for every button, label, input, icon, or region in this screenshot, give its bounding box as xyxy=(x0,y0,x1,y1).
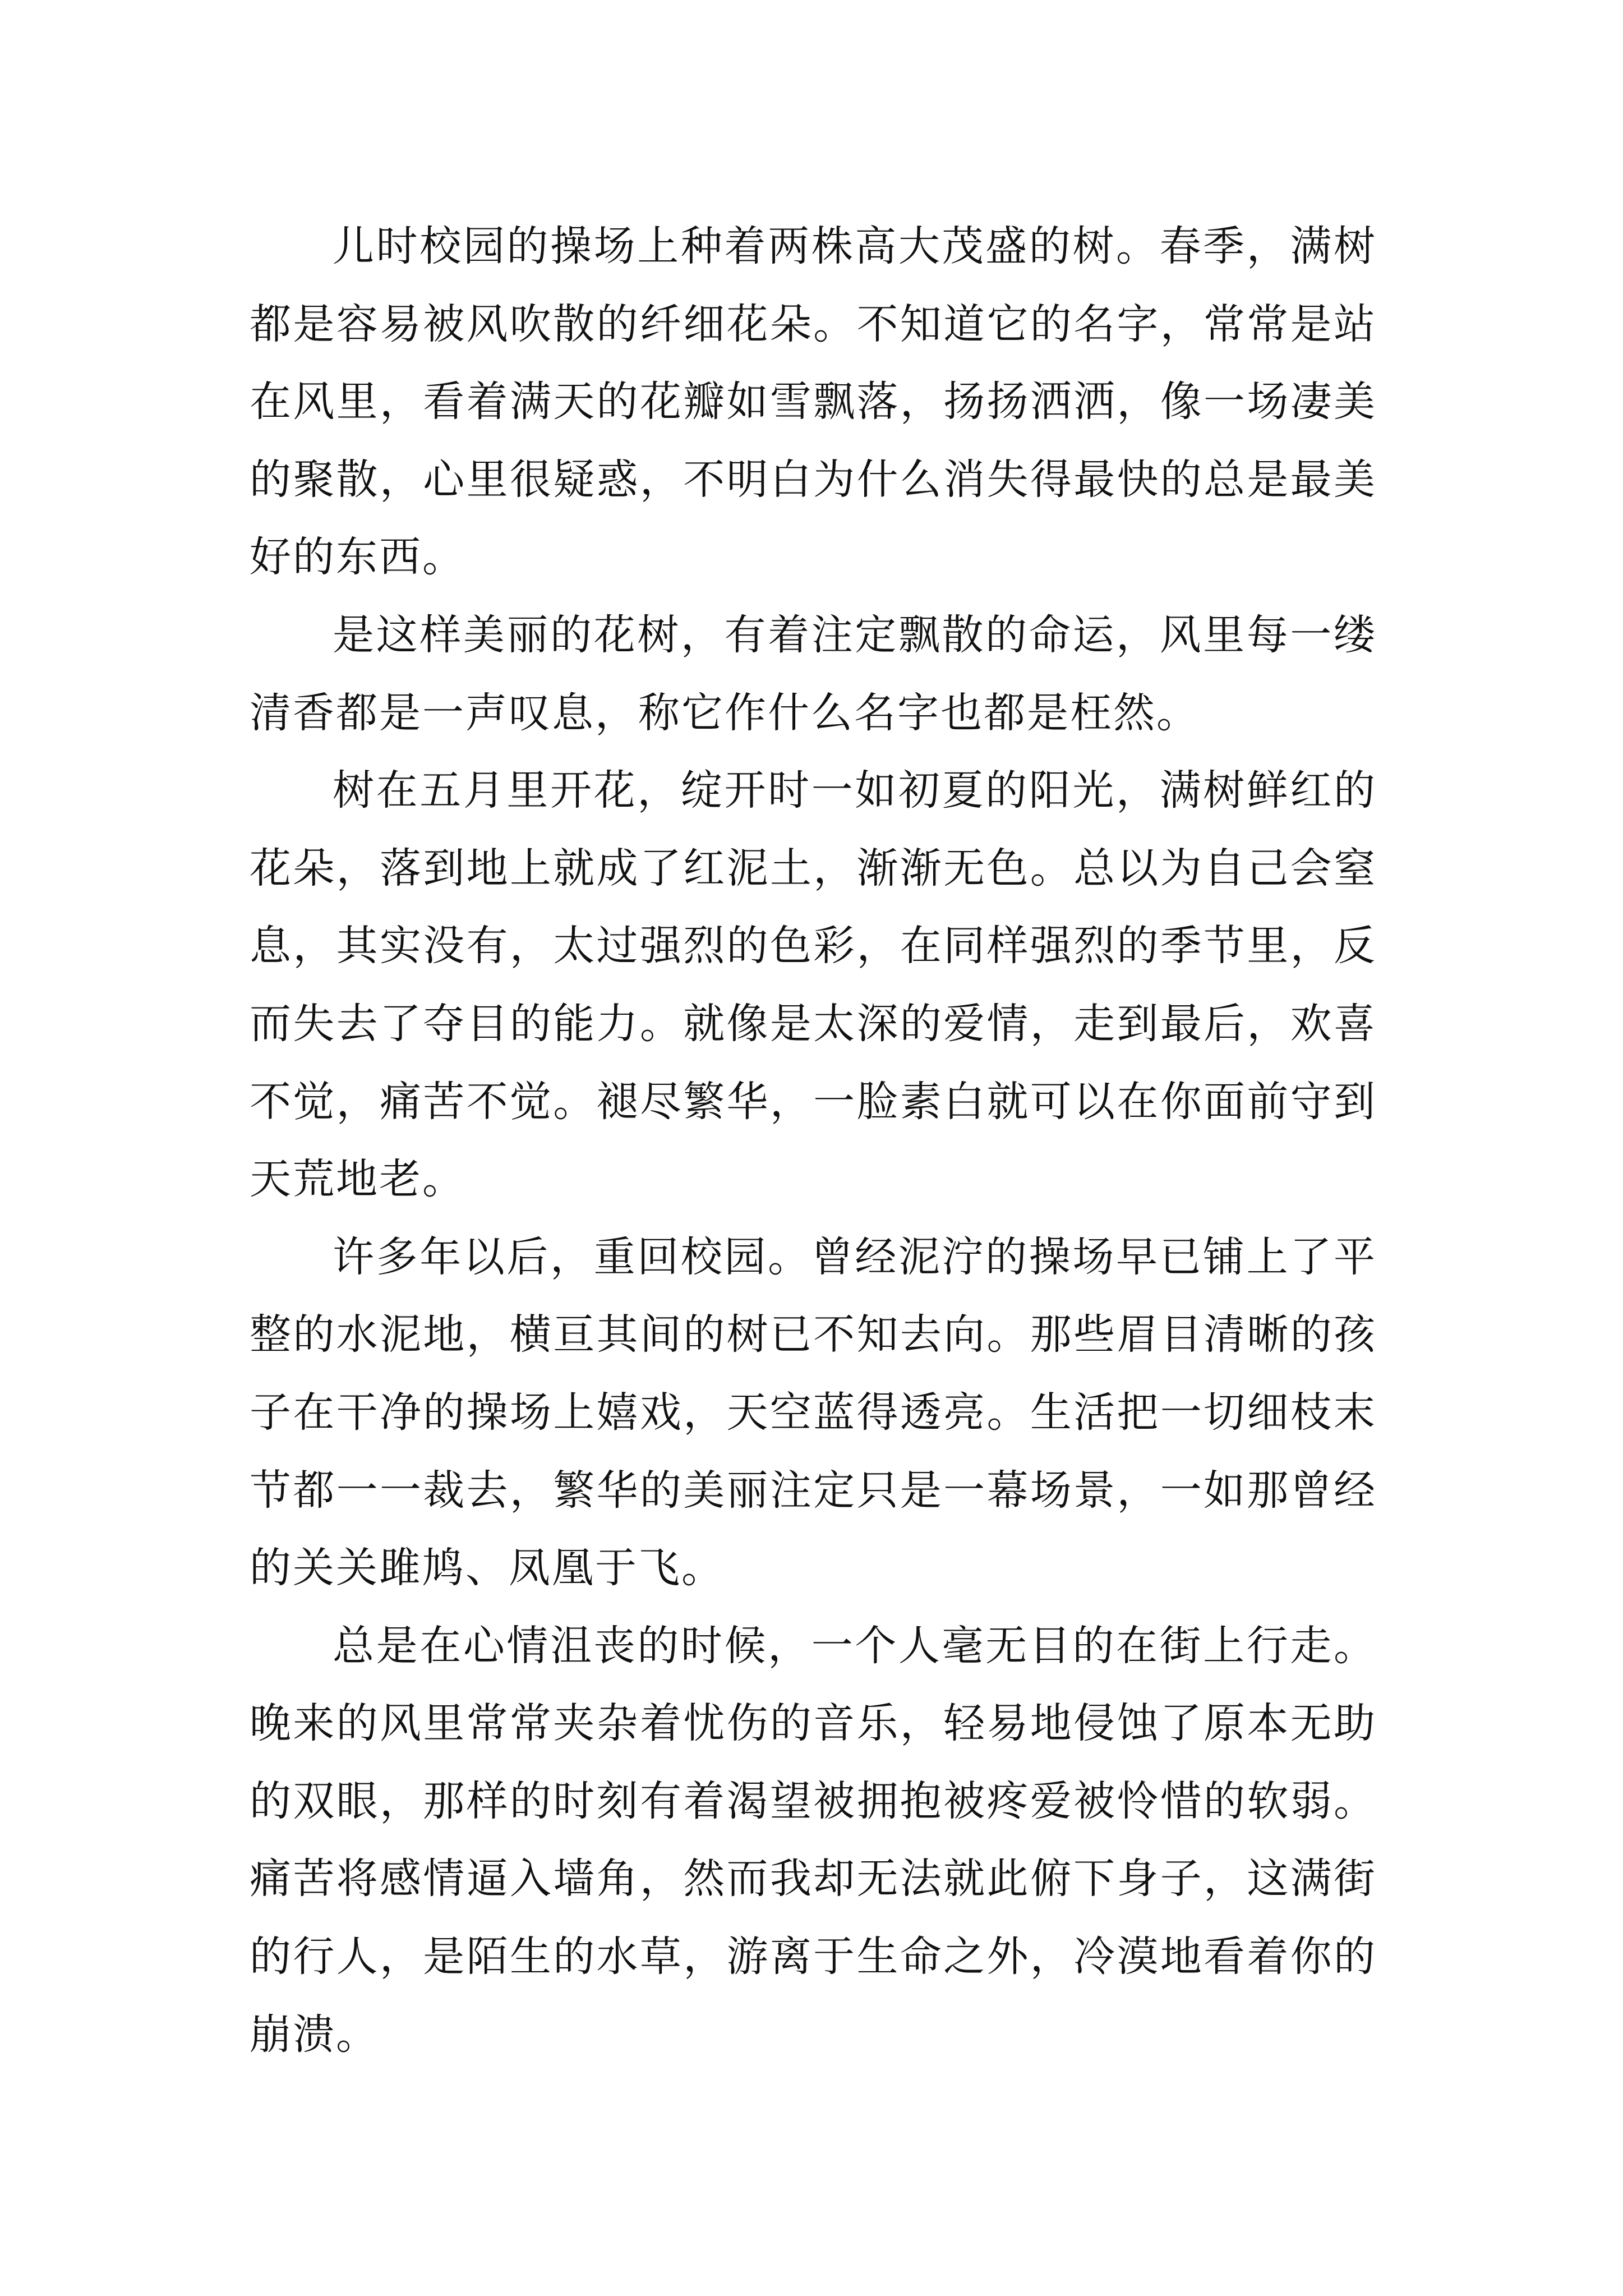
paragraph: 总是在心情沮丧的时候，一个人毫无目的在街上行走。晚来的风里常常夹杂着忧伤的音乐，轻易地侵蚀了原本无助的双眼，那样的时刻有着渴望被拥抱被疼爱被怜惜的软弱。痛苦将感情逼入墙角，然而我却无法就此俯下身子，这满街的行人，是陌生的水草，游离于生命之外，冷漠地看着你的崩溃。 xyxy=(250,1621,1377,2059)
document-body xyxy=(250,208,1377,2073)
paragraph: 是这样美丽的花树，有着注定飘散的命运，风里每一缕清香都是一声叹息，称它作什么名字也都是枉然。 xyxy=(250,610,1377,737)
paragraph: 树在五月里开花，绽开时一如初夏的阳光，满树鲜红的花朵，落到地上就成了红泥土，渐渐无色。总以为自己会窒息，其实没有，太过强烈的色彩，在同样强烈的季节里，反而失去了夺目的能力。就像是太深的爱情，走到最后，欢喜不觉，痛苦不觉。褪尽繁华，一脸素白就可以在你面前守到天荒地老。 xyxy=(250,766,1377,1204)
paragraph: 儿时校园的操场上种着两株高大茂盛的树。春季，满树都是容易被风吹散的纤细花朵。不知道它的名字，常常是站在风里，看着满天的花瓣如雪飘落，扬扬洒洒，像一场凄美的聚散，心里很疑惑，不明白为什么消失得最快的总是最美好的东西。 xyxy=(250,222,1377,582)
paragraph: 许多年以后，重回校园。曾经泥泞的操场早已铺上了平整的水泥地，横亘其间的树已不知去向。那些眉目清晰的孩子在干净的操场上嬉戏，天空蓝得透亮。生活把一切细枝末节都一一裁去，繁华的美丽注定只是一幕场景，一如那曾经的关关雎鸠、凤凰于飞。 xyxy=(250,1232,1377,1593)
